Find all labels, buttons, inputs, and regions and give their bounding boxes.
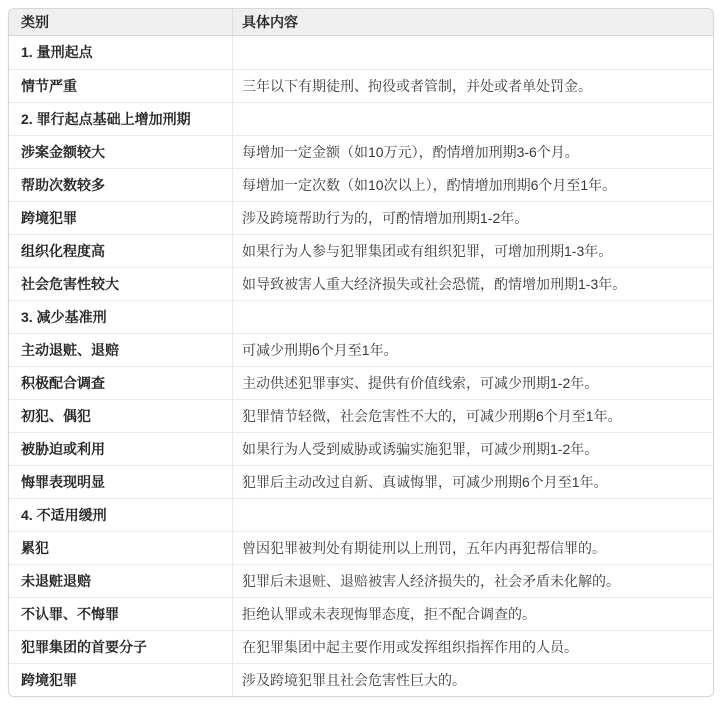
table-row: [9, 135, 713, 168]
table-row: [9, 102, 713, 135]
category-cell: 情节严重: [9, 70, 233, 102]
table-row: [9, 597, 713, 630]
category-cell: 不认罪、不悔罪: [9, 598, 233, 630]
category-cell: 悔罪表现明显: [9, 466, 233, 498]
content-cell: 涉及跨境犯罪且社会危害性巨大的。: [242, 671, 466, 688]
category-cell: 积极配合调查: [9, 367, 233, 399]
content-cell: [233, 301, 713, 333]
content-cell: 每增加一定次数（如10次以上），酌情增加刑期6个月至1年。: [242, 176, 617, 193]
header-cell-content: 具体内容: [242, 13, 298, 30]
category-cell: 初犯、偶犯: [9, 400, 233, 432]
content-cell: 犯罪后未退赃、退赔被害人经济损失的，社会矛盾未化解的。: [242, 572, 620, 589]
category-cell: 跨境犯罪: [9, 664, 233, 696]
table-header-row: [9, 9, 713, 36]
content-cell: 涉及跨境帮助行为的，可酌情增加刑期1-2年。: [242, 209, 529, 226]
category-cell: 主动退赃、退赔: [9, 334, 233, 366]
content-cell: 主动供述犯罪事实、提供有价值线索，可减少刑期1-2年。: [242, 374, 599, 391]
content-cell: 如导致被害人重大经济损失或社会恐慌，酌情增加刑期1-3年。: [242, 275, 627, 292]
table-row: [9, 399, 713, 432]
table-row: [9, 465, 713, 498]
category-cell: 2. 罪行起点基础上增加刑期: [9, 103, 233, 135]
content-cell: 犯罪后主动改过自新、真诚悔罪，可减少刑期6个月至1年。: [242, 473, 608, 490]
category-cell: 3. 减少基准刑: [9, 301, 233, 333]
table-row: [9, 630, 713, 663]
content-cell: 拒绝认罪或未表现悔罪态度，拒不配合调查的。: [242, 605, 536, 622]
table-row: [9, 432, 713, 465]
table-row: [9, 201, 713, 234]
table-row: [9, 300, 713, 333]
content-cell: [233, 103, 713, 135]
category-cell: 犯罪集团的首要分子: [9, 631, 233, 663]
table-row: [9, 333, 713, 366]
table-row: [9, 366, 713, 399]
content-cell: 三年以下有期徒刑、拘役或者管制，并处或者单处罚金。: [242, 77, 592, 94]
table-row: [9, 267, 713, 300]
content-cell: 每增加一定金额（如10万元），酌情增加刑期3-6个月。: [242, 143, 579, 160]
category-cell: 未退赃退赔: [9, 565, 233, 597]
content-cell: 如果行为人参与犯罪集团或有组织犯罪，可增加刑期1-3年。: [242, 242, 613, 259]
table-row: [9, 663, 713, 696]
content-cell: 可减少刑期6个月至1年。: [242, 341, 398, 358]
category-cell: 累犯: [9, 532, 233, 564]
content-cell: 在犯罪集团中起主要作用或发挥组织指挥作用的人员。: [242, 638, 578, 655]
content-cell: 如果行为人受到威胁或诱骗实施犯罪，可减少刑期1-2年。: [242, 440, 599, 457]
category-cell: 组织化程度高: [9, 235, 233, 267]
content-cell: 曾因犯罪被判处有期徒刑以上刑罚，五年内再犯帮信罪的。: [242, 539, 606, 556]
category-cell: 4. 不适用缓刑: [9, 499, 233, 531]
table-row: [9, 36, 713, 69]
category-cell: 社会危害性较大: [9, 268, 233, 300]
table-row: [9, 234, 713, 267]
table-row: [9, 531, 713, 564]
category-cell: 涉案金额较大: [9, 136, 233, 168]
sentencing-table: [8, 8, 714, 697]
table-row: [9, 168, 713, 201]
content-cell: 犯罪情节轻微，社会危害性不大的，可减少刑期6个月至1年。: [242, 407, 622, 424]
table-body: [9, 36, 713, 696]
category-cell: 1. 量刑起点: [9, 36, 233, 69]
table-row: [9, 498, 713, 531]
content-cell: [233, 36, 713, 69]
table-row: [9, 564, 713, 597]
category-cell: 帮助次数较多: [9, 169, 233, 201]
category-cell: 跨境犯罪: [9, 202, 233, 234]
table-row: [9, 69, 713, 102]
content-cell: [233, 499, 713, 531]
header-cell-category: 类别: [9, 9, 233, 35]
category-cell: 被胁迫或利用: [9, 433, 233, 465]
